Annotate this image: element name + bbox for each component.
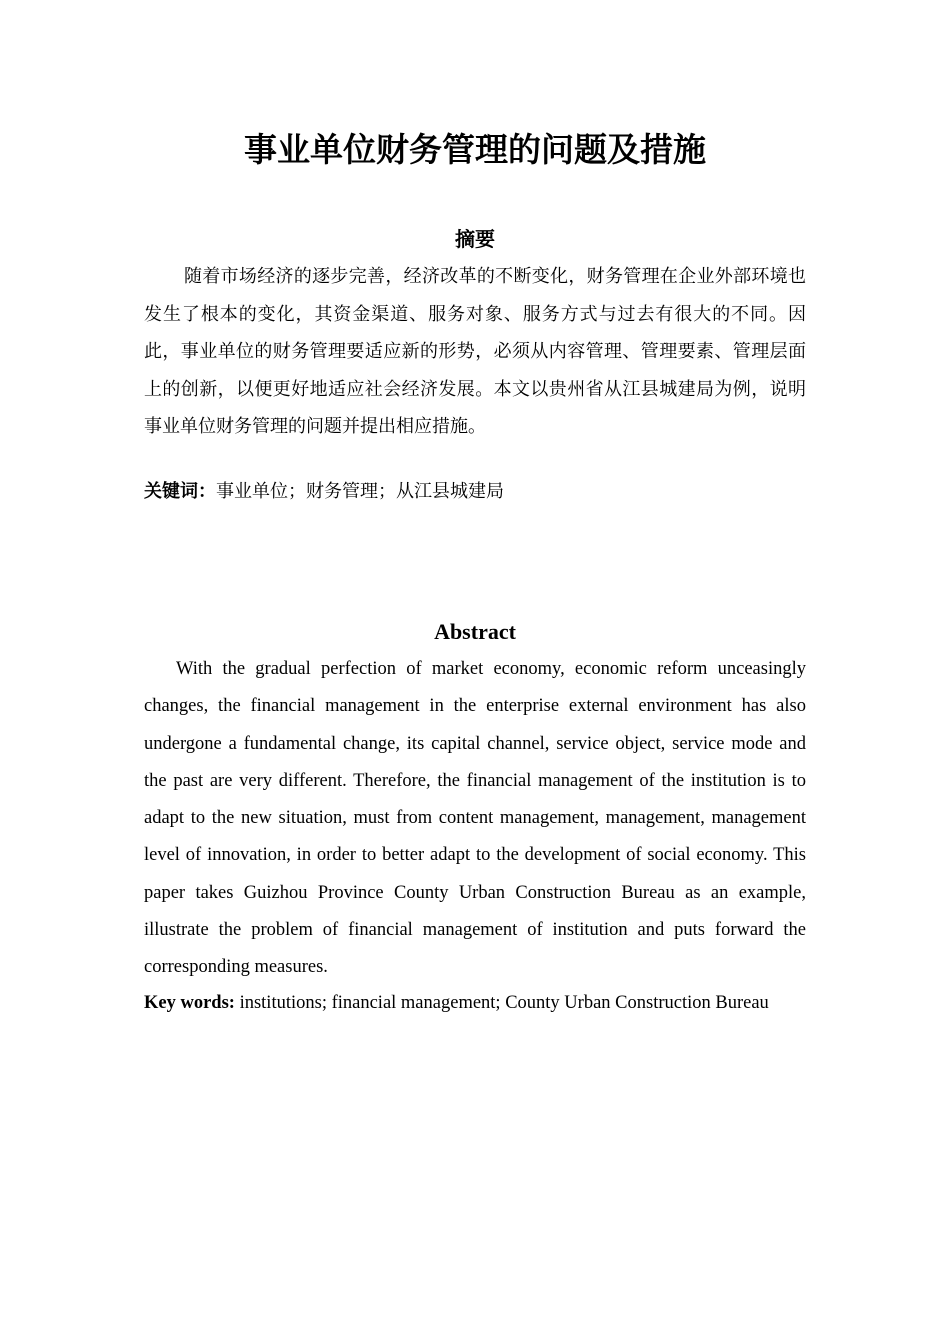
chinese-abstract-body: 随着市场经济的逐步完善，经济改革的不断变化，财务管理在企业外部环境也发生了根本的变化，其资金渠道、服务对象、服务方式与过去有很大的不同。因此，事业单位的财务管理要适应新的形势，必须从内容管理、管理要素、管理层面上的创新，以便更好地适应社会经济发展。本文以贵州省从江县城建局为例，说明事业单位财务管理的问题并提出相应措施。 [144, 266, 806, 437]
chinese-keywords-text: 事业单位；财务管理；从江县城建局 [216, 481, 504, 502]
chinese-abstract-heading: 摘要 [455, 227, 495, 251]
chinese-keywords-label: 关键词： [144, 481, 216, 502]
english-abstract-body: With the gradual perfection of market economy, economic reform unceasingly changes, the financial management in the enterprise external environment has also undergone a fundamental change, its capital channel, service object, service mode and the past are very different. Therefore, the financial management of the institution is to adapt to the new situation, must from content management, management, management level of innovation, in order to better adapt to the development of social economy. This paper takes Guizhou Province County Urban Construction Bureau as an example, illustrate the problem of financial management of institution and puts forward the corresponding measures. [144, 659, 806, 978]
page-title: 事业单位财务管理的问题及措施 [244, 130, 706, 169]
english-keywords-label: Key words: [144, 993, 235, 1013]
english-abstract-heading: Abstract [434, 619, 516, 644]
chinese-keywords [144, 477, 806, 507]
english-keywords [144, 988, 844, 1018]
english-keywords-text: institutions; financial management; County Urban Construction Bureau [234, 993, 769, 1013]
